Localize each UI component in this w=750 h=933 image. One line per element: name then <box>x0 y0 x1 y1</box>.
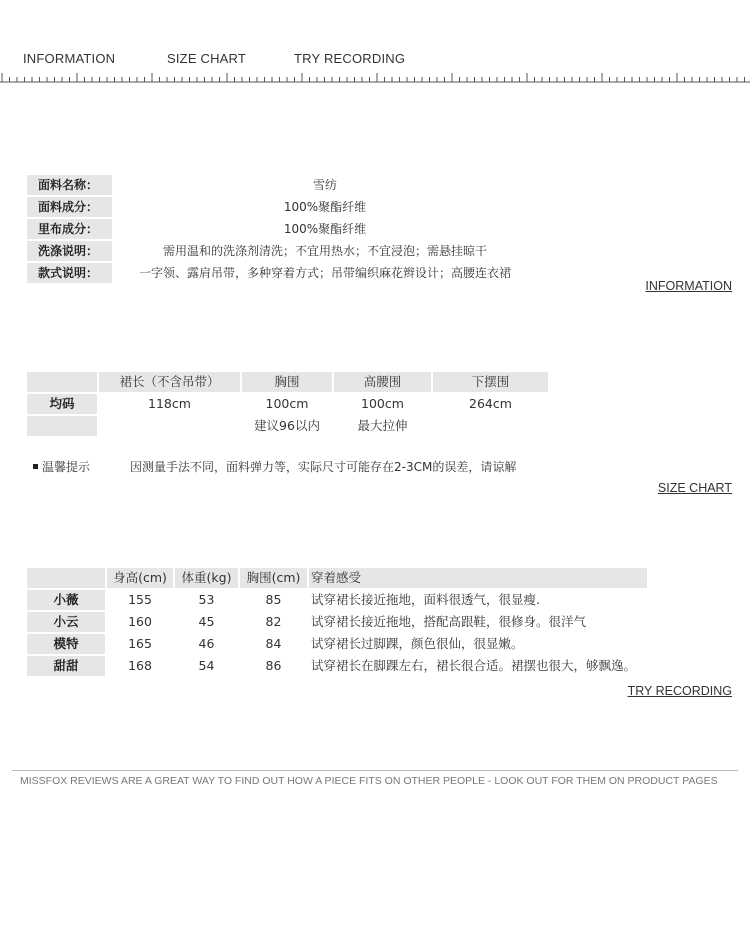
try-row-bust: 86 <box>265 658 282 673</box>
info-value: 100%聚酯纤维 <box>283 222 367 236</box>
info-label: 洗涤说明： <box>27 241 112 261</box>
try-row-feel: 试穿裙长接近拖地，面料很透气，很显瘦. <box>311 592 540 607</box>
size-header-hem: 下摆围 <box>433 372 548 392</box>
try-row-bust: 84 <box>265 636 282 651</box>
notice-label: 温馨提示 <box>33 458 90 475</box>
try-header-bust: 胸围(cm) <box>240 568 307 588</box>
try-row-height: 165 <box>128 636 152 651</box>
try-row-weight: 53 <box>198 592 215 607</box>
info-row <box>27 196 627 218</box>
try-row-feel: 试穿裙长过脚踝，颜色很仙，很显嫩。 <box>311 636 524 651</box>
ruler-divider <box>0 72 750 86</box>
bullet-icon <box>33 464 38 469</box>
size-row-label: 均码 <box>27 394 97 414</box>
information-link[interactable]: INFORMATION <box>645 279 732 293</box>
info-label: 款式说明： <box>27 263 112 283</box>
try-header-feel: 穿着感受 <box>309 568 647 588</box>
size-value-waist: 100cm <box>361 396 404 411</box>
size-value-length: 118cm <box>148 396 191 411</box>
try-header-blank <box>27 568 105 588</box>
section-tabs <box>0 51 750 67</box>
info-row <box>27 262 627 284</box>
info-value: 雪纺 <box>312 178 337 192</box>
info-label: 面料成分： <box>27 197 112 217</box>
try-row-height: 155 <box>128 592 152 607</box>
try-row-bust: 85 <box>265 592 282 607</box>
try-row-feel: 试穿裙长接近拖地，搭配高跟鞋，很修身。很洋气 <box>311 614 587 629</box>
info-row <box>27 174 627 196</box>
try-row-height: 168 <box>128 658 152 673</box>
size-note-blank <box>27 416 97 436</box>
try-row-weight: 54 <box>198 658 215 673</box>
info-value: 100%聚酯纤维 <box>283 200 367 214</box>
info-label: 里布成分： <box>27 219 112 239</box>
size-note-bust: 建议96以内 <box>254 418 320 433</box>
size-chart-link[interactable]: SIZE CHART <box>657 481 732 495</box>
tab-information[interactable]: INFORMATION <box>23 51 116 66</box>
size-note-waist: 最大拉伸 <box>357 418 408 433</box>
try-row-name: 小薇 <box>27 590 105 610</box>
try-header-height: 身高(cm) <box>107 568 173 588</box>
notice-text: 因测量手法不同，面料弹力等，实际尺寸可能存在2-3CM的误差，请谅解 <box>130 460 517 474</box>
try-header-weight: 体重(kg) <box>175 568 238 588</box>
info-value: 需用温和的洗涤剂清洗；不宜用热水；不宜浸泡；需悬挂晾干 <box>162 244 487 258</box>
size-header-waist: 高腰围 <box>334 372 431 392</box>
size-header-bust: 胸围 <box>242 372 332 392</box>
information-table <box>27 174 627 284</box>
info-row <box>27 218 627 240</box>
try-recording-link[interactable]: TRY RECORDING <box>627 684 732 698</box>
footer-text: MISSFOX REVIEWS ARE A GREAT WAY TO FIND OUT HOW A PIECE FITS ON OTHER PEOPLE - LOOK OUT FOR THEM ON PRODUCT PAGES <box>20 775 718 787</box>
info-row <box>27 240 627 262</box>
try-row-bust: 82 <box>265 614 282 629</box>
try-row-weight: 46 <box>198 636 215 651</box>
size-header-length: 裙长（不含吊带） <box>99 372 240 392</box>
try-row-name: 模特 <box>27 634 105 654</box>
size-value-bust: 100cm <box>265 396 309 411</box>
try-row-name: 小云 <box>27 612 105 632</box>
try-row-height: 160 <box>128 614 152 629</box>
info-value: 一字领、露肩吊带，多种穿着方式；吊带编织麻花辫设计；高腰连衣裙 <box>138 266 511 280</box>
try-row-name: 甜甜 <box>27 656 105 676</box>
try-row-weight: 45 <box>198 614 215 629</box>
tab-size-chart[interactable]: SIZE CHART <box>167 51 247 66</box>
size-header-blank <box>27 372 97 392</box>
size-value-hem: 264cm <box>469 396 512 411</box>
tab-try-recording[interactable]: TRY RECORDING <box>294 51 406 66</box>
try-row-feel: 试穿裙长在脚踝左右，裙长很合适。裙摆也很大，够飘逸。 <box>311 658 637 673</box>
info-label: 面料名称： <box>27 175 112 195</box>
footer-divider <box>12 770 738 771</box>
